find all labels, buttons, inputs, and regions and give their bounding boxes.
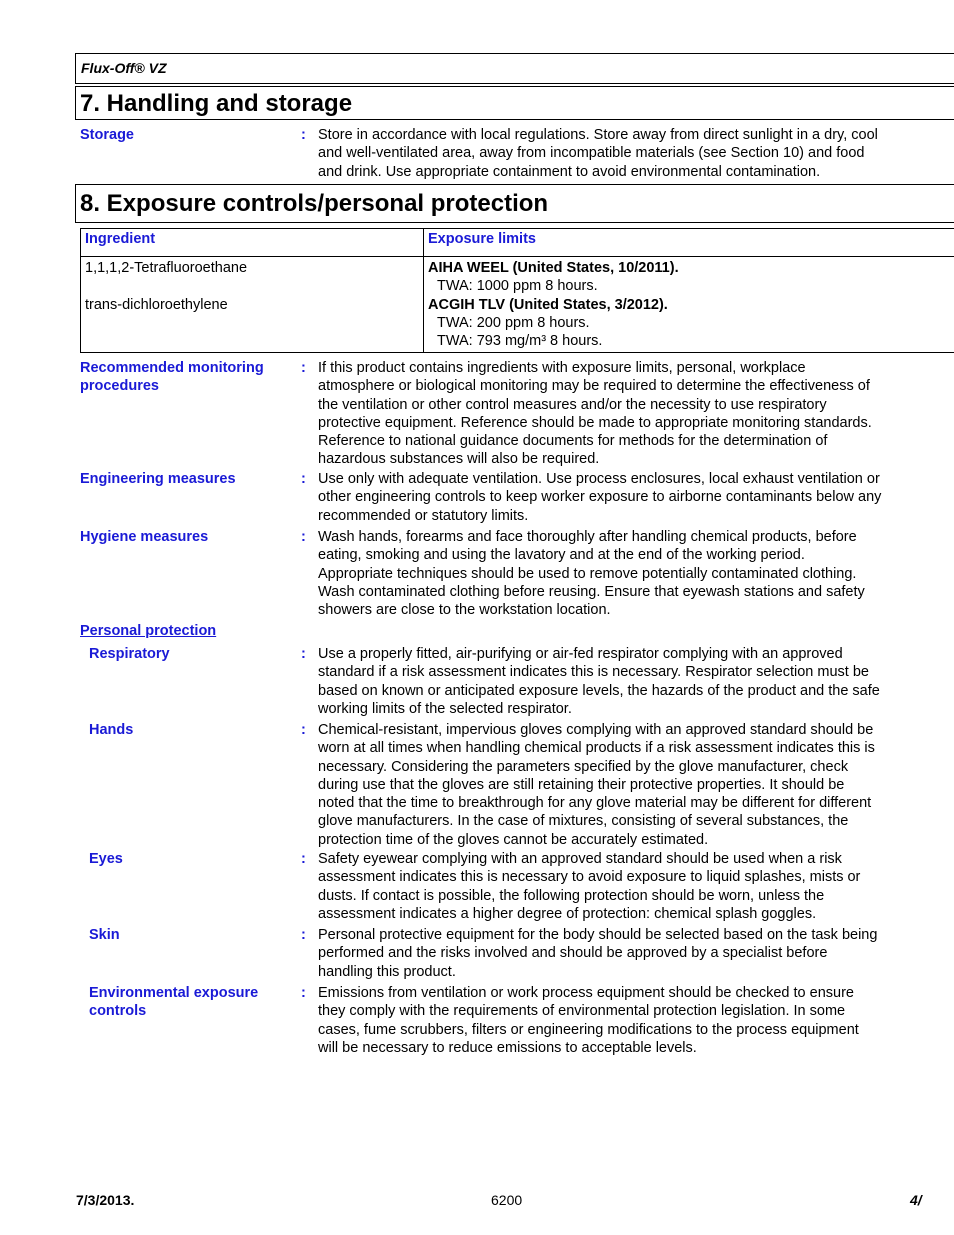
text-line: standard if a risk assessment indicates this is necessary. Respirator selection must be	[318, 664, 869, 681]
engineering-label: Engineering measures	[80, 471, 236, 487]
text-line: eating, smoking and using the lavatory and at the end of the working period.	[318, 547, 805, 564]
respiratory-colon: :	[301, 646, 306, 662]
text-line: Wash contaminated clothing before reusing. Ensure that eyewash stations and safety	[318, 583, 865, 600]
section-7-title: 7. Handling and storage	[75, 86, 954, 120]
text-line: hazardous substances will also be required.	[318, 451, 600, 468]
monitoring-text	[318, 359, 928, 469]
text-line: Emissions from ventilation or work process equipment should be checked to ensure	[318, 985, 854, 1001]
environmental-colon: :	[301, 985, 306, 1001]
ingredient-name: trans-dichloroethylene	[85, 296, 228, 313]
text-line: dusts. If contact is possible, the following protection should be worn, unless the	[318, 887, 825, 904]
eyes-label: Eyes	[89, 851, 123, 867]
text-line: noted that the time to breakthrough for any glove material may be different for different	[318, 795, 872, 812]
ingredient-name: 1,1,1,2-Tetrafluoroethane	[85, 260, 248, 276]
text-line: Personal protective equipment for the body should be selected based on the task being	[318, 927, 878, 943]
text-line: assessment indicates a higher degree of protection: chemical splash goggles.	[318, 905, 817, 922]
storage-text	[318, 126, 928, 181]
label-line: procedures	[80, 378, 159, 395]
exposure-limits-cell	[424, 257, 954, 353]
environmental-label	[89, 984, 258, 1021]
limit-value: TWA: 1000 ppm 8 hours.	[437, 278, 598, 295]
limit-value: TWA: 200 ppm 8 hours.	[437, 314, 590, 331]
text-line: assessment indicates this is necessary to avoid exposure to liquid splashes, mists or	[318, 869, 861, 886]
monitoring-colon: :	[301, 360, 306, 376]
text-line: working limits of the selected respirator.	[318, 700, 572, 717]
text-line: Chemical-resistant, impervious gloves complying with an approved standard should be	[318, 722, 874, 738]
text-line: other engineering controls to keep worker exposure to airborne contaminants below any	[318, 489, 882, 506]
exposure-limits-header: Exposure limits	[424, 229, 954, 257]
respiratory-text	[318, 645, 928, 718]
table-row	[81, 257, 954, 353]
text-line: If this product contains ingredients with exposure limits, personal, workplace	[318, 360, 806, 376]
environmental-text	[318, 984, 928, 1057]
storage-colon: :	[301, 127, 306, 143]
skin-colon: :	[301, 927, 306, 943]
text-line: based on known or anticipated exposure levels, the hazards of the product and the safe	[318, 682, 880, 699]
text-line: will be necessary to reduce emissions to acceptable levels.	[318, 1039, 697, 1056]
text-line: Appropriate techniques should be used to remove potentially contaminated clothing.	[318, 565, 857, 582]
text-line: handling this product.	[318, 963, 456, 980]
limit-source: ACGIH TLV (United States, 3/2012).	[428, 296, 668, 313]
text-line: glove manufacturers. In the case of mixtures, consisting of several substances, the	[318, 813, 849, 830]
label-line: Environmental exposure	[89, 985, 259, 1001]
limit-source: AIHA WEEL (United States, 10/2011).	[428, 260, 679, 276]
text-line: they comply with the requirements of environmental protection legislation. In some	[318, 1003, 846, 1020]
hands-text	[318, 721, 928, 849]
document-header	[75, 53, 954, 84]
eyes-colon: :	[301, 851, 306, 867]
monitoring-label	[80, 359, 264, 396]
text-line: and drink. Use appropriate containment to avoid environmental contamination.	[318, 163, 821, 180]
hygiene-text	[318, 528, 928, 619]
text-line: Use a properly fitted, air-purifying or air-fed respirator complying with an approved	[318, 646, 843, 662]
text-line: Safety eyewear complying with an approved standard should be used when a risk	[318, 851, 842, 867]
personal-protection-heading: Personal protection	[80, 623, 217, 639]
ingredient-header: Ingredient	[81, 229, 424, 257]
label-line: Recommended monitoring	[80, 360, 264, 376]
product-name: Flux-Off® VZ	[81, 60, 167, 76]
storage-label: Storage	[80, 127, 134, 143]
exposure-limits-table	[80, 228, 954, 353]
text-line: Reference to national guidance documents for methods for the determination of	[318, 433, 828, 450]
eyes-text	[318, 850, 928, 923]
text-line: during use that the gloves are still retaining their protective properties. It should be	[318, 776, 845, 793]
engineering-colon: :	[301, 471, 306, 487]
text-line: Use only with adequate ventilation. Use process enclosures, local exhaust ventilation or	[318, 471, 880, 487]
section-8-title: 8. Exposure controls/personal protection	[75, 184, 954, 223]
footer-code: 6200	[491, 1192, 523, 1208]
hands-label: Hands	[89, 722, 134, 738]
text-line: protective equipment. Reference should be made to appropriate monitoring standards.	[318, 414, 872, 431]
label-line: controls	[89, 1003, 147, 1020]
text-line: Store in accordance with local regulations. Store away from direct sunlight in a dry, cool	[318, 127, 878, 143]
text-line: performed and the risks involved and should be approved by a specialist before	[318, 945, 828, 962]
text-line: atmosphere or biological monitoring may be required to determine the effectiveness of	[318, 378, 870, 395]
text-line: necessary. Considering the parameters specified by the glove manufacturer, check	[318, 758, 849, 775]
ingredient-cell	[81, 257, 424, 353]
hygiene-label: Hygiene measures	[80, 529, 209, 545]
text-line: showers are close to the workstation location.	[318, 602, 611, 619]
table-header-row	[81, 229, 954, 257]
text-line: cases, fume scrubbers, filters or engineering modifications to the process equipment	[318, 1021, 859, 1038]
hygiene-colon: :	[301, 529, 306, 545]
text-line: the ventilation or other control measures and/or the necessity to use respiratory	[318, 396, 827, 413]
skin-label: Skin	[89, 927, 120, 943]
footer-page-number: 4/	[910, 1192, 922, 1208]
text-line: worn at all times when handling chemical products if a risk assessment indicates this is	[318, 740, 875, 757]
respiratory-label: Respiratory	[89, 646, 170, 662]
text-line: recommended or statutory limits.	[318, 507, 529, 524]
engineering-text	[318, 470, 928, 525]
footer-date: 7/3/2013.	[76, 1192, 135, 1208]
hands-colon: :	[301, 722, 306, 738]
text-line: protection time of the gloves cannot be accurately estimated.	[318, 831, 709, 848]
skin-text	[318, 926, 928, 981]
limit-value: TWA: 793 mg/m³ 8 hours.	[437, 333, 603, 350]
text-line: Wash hands, forearms and face thoroughly after handling chemical products, before	[318, 529, 857, 545]
text-line: and well-ventilated area, away from incompatible materials (see Section 10) and food	[318, 145, 865, 162]
